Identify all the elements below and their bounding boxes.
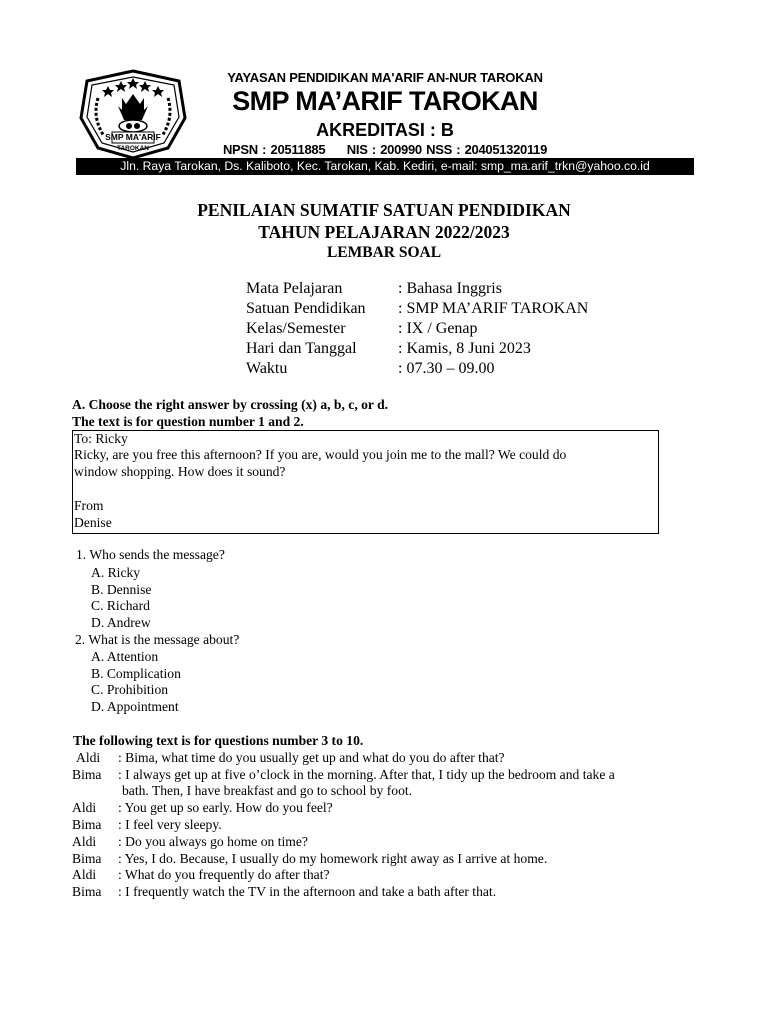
dialog-speaker: Bima (72, 767, 102, 782)
info-label: Waktu (246, 360, 288, 377)
message-body-line: window shopping. How does it sound? (74, 464, 286, 479)
option-d[interactable]: D. Andrew (91, 615, 151, 630)
foundation-name: YAYASAN PENDIDIKAN MA'ARIF AN-NUR TAROKAN (227, 70, 543, 85)
academic-year: TAHUN PELAJARAN 2022/2023 (258, 222, 510, 242)
dialog-speaker: Bima (72, 817, 102, 832)
info-row (246, 319, 666, 339)
option-a[interactable]: A. Ricky (91, 565, 141, 580)
message-sender: Denise (74, 515, 112, 530)
question-2: 2. What is the message about? (75, 632, 240, 647)
option-a[interactable]: A. Attention (91, 649, 159, 664)
option-c[interactable]: C. Prohibition (91, 682, 169, 697)
info-label: Hari dan Tanggal (246, 340, 357, 357)
dialog-line: : I frequently watch the TV in the afternoon and take a bath after that. (118, 884, 497, 899)
option-b[interactable]: B. Complication (91, 666, 181, 681)
info-label: Mata Pelajaran (246, 280, 343, 297)
info-label: Kelas/Semester (246, 320, 346, 337)
dialog-line: : Bima, what time do you usually get up and what do you do after that? (118, 750, 505, 765)
address-bar: Jln. Raya Tarokan, Ds. Kaliboto, Kec. Tarokan, Kab. Kediri, e-mail: smp_ma.arif_trkn@yahoo.co.id (76, 158, 694, 175)
dialog-speaker: Aldi (72, 834, 97, 849)
dialog-speaker: Bima (72, 884, 102, 899)
dialog-line: : I feel very sleepy. (118, 817, 222, 832)
info-label: Satuan Pendidikan (246, 300, 366, 317)
dialog-line: bath. Then, I have breakfast and go to school by foot. (122, 783, 413, 798)
info-value: : SMP MA’ARIF TAROKAN (398, 300, 589, 317)
dialog-line: : What do you frequently do after that? (118, 867, 330, 882)
sheet-title: LEMBAR SOAL (326, 244, 442, 261)
dialog-speaker: Aldi (76, 750, 101, 765)
dialog-line: : Yes, I do. Because, I usually do my homework right away as I arrive at home. (118, 851, 548, 866)
info-row (246, 299, 666, 319)
message-from: From (74, 498, 104, 513)
info-row (246, 279, 666, 299)
info-value: : Kamis, 8 Juni 2023 (398, 340, 531, 357)
school-ids: NPSN : 20511885 NIS : 200990 NSS : 204051320119 (222, 142, 548, 157)
dialog-line: : Do you always go home on time? (118, 834, 308, 849)
exam-title: PENILAIAN SUMATIF SATUAN PENDIDIKAN (197, 200, 571, 220)
question-1: 1. Who sends the message? (76, 547, 225, 562)
dialog-speaker: Aldi (72, 867, 97, 882)
dialog-line: : I always get up at five o’clock in the morning. After that, I tidy up the bedroom and take a (118, 767, 615, 782)
message-to: To: Ricky (74, 431, 128, 446)
info-row (246, 339, 666, 359)
section-a-instruction: A. Choose the right answer by crossing (x) a, b, c, or d. (72, 397, 389, 412)
logo-subtext: TAROKAN (116, 145, 150, 152)
text-intro: The text is for question number 1 and 2. (72, 414, 304, 429)
dialog-speaker: Aldi (72, 800, 97, 815)
school-logo-icon (78, 68, 188, 160)
info-value: : IX / Genap (398, 320, 478, 337)
logo-text: SMP MA'ARIF (105, 132, 161, 142)
dialog-intro: The following text is for questions number 3 to 10. (73, 733, 364, 748)
info-value: : 07.30 – 09.00 (398, 360, 495, 377)
dialog-line: : You get up so early. How do you feel? (118, 800, 333, 815)
dialog-speaker: Bima (72, 851, 102, 866)
option-b[interactable]: B. Dennise (91, 582, 152, 597)
option-c[interactable]: C. Richard (91, 598, 150, 613)
info-value: : Bahasa Inggris (398, 280, 502, 297)
accreditation: AKREDITASI : B (316, 120, 454, 140)
option-d[interactable]: D. Appointment (91, 699, 179, 714)
info-row (246, 359, 666, 379)
school-name: SMP MA’ARIF TAROKAN (232, 86, 538, 116)
message-body-line: Ricky, are you free this afternoon? If you are, would you join me to the mall? We could do (74, 447, 567, 462)
